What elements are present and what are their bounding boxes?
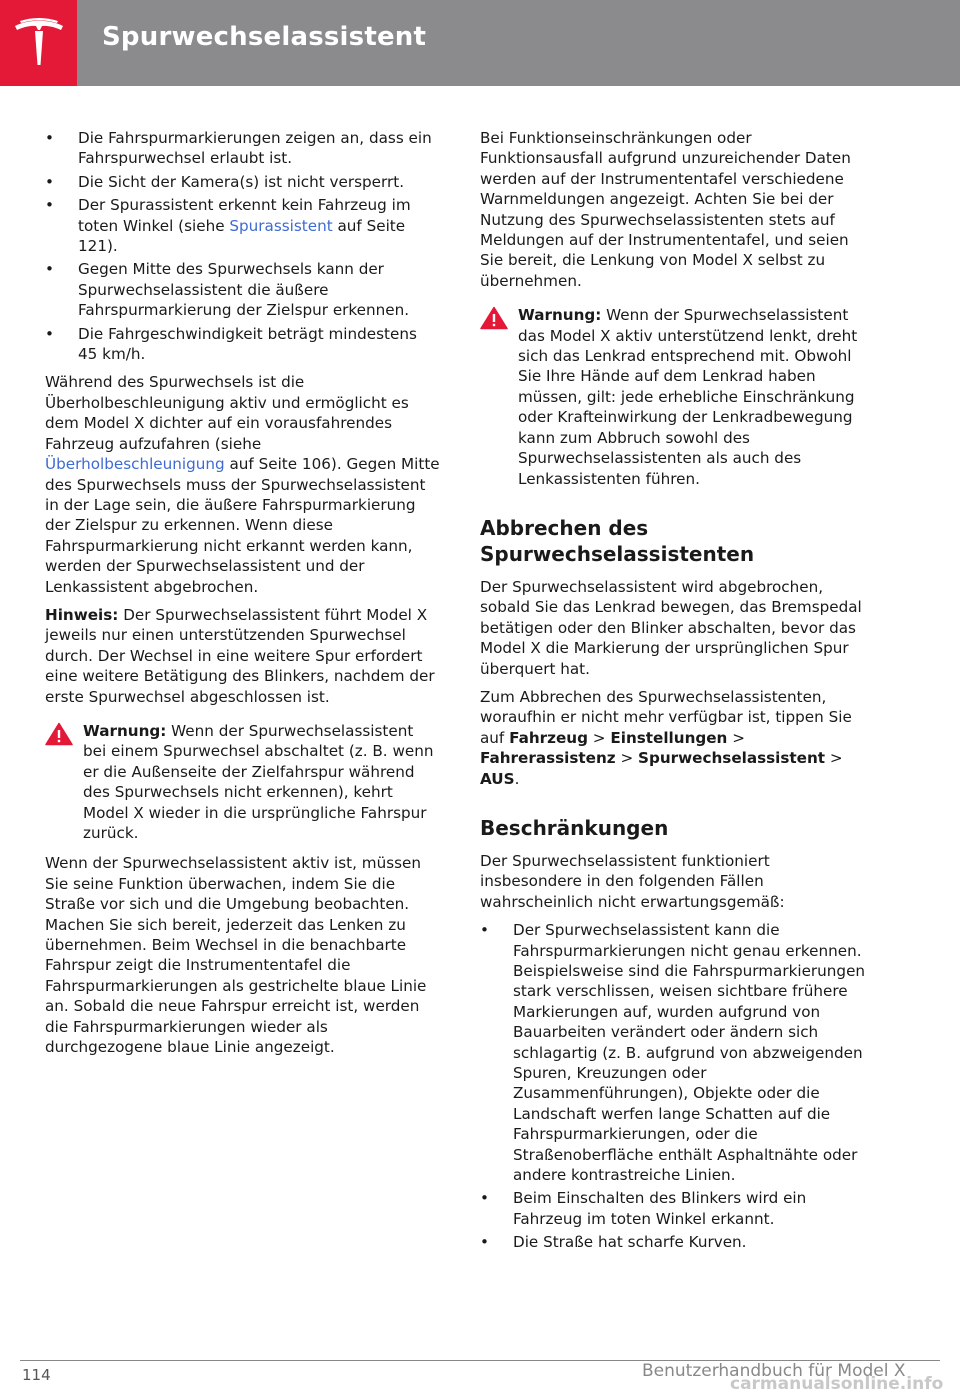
heading-cancel: Abbrechen des Spurwechselassistenten	[480, 515, 755, 566]
paragraph-text: auf Seite 106). Gegen Mitte des Spurwechsels muss der Spurwechselassistent in der Lage sein, die äußere Fahrspurmarkierung der Zielspur zu erkennen. Wenn diese Fahrspurmarkierung nicht erkannt werden kann, werden der Spurwechselassistent und der Lenkassistent abgebrochen.	[45, 455, 440, 596]
warning-icon	[45, 722, 73, 746]
paragraph-text: Während des Spurwechsels ist die Überholbeschleunigung aktiv und ermöglicht es dem Model X dichter auf ein vorausfahrendes Fahrzeug aufzufahren (siehe	[45, 373, 409, 453]
note-text: Der Spurwechselassistent führt Model X jeweils nur einen unterstützenden Spurwechsel durch. Der Wechsel in eine weitere Spur erfordert eine weitere Betätigung des Blinkers, nachdem der erste Spurwechsel abgeschlossen ist.	[45, 605, 435, 706]
left-column	[45, 128, 440, 1065]
warning-icon	[480, 306, 508, 330]
path-spurwechselassistent: Spurwechselassistent	[638, 749, 826, 768]
note-label: Hinweis:	[45, 605, 119, 624]
warning-box	[480, 305, 875, 489]
watermark: carmanualsonline.info	[730, 1374, 944, 1394]
list-item	[45, 195, 440, 256]
path-separator: >	[587, 728, 611, 747]
list-item: • Die Fahrgeschwindigkeit beträgt mindestens 45 km/h.	[45, 324, 440, 365]
link-spurassistent[interactable]: Spurassistent	[229, 216, 333, 235]
paragraph: Der Spurwechselassistent wird abgebrochen, sobald Sie das Lenkrad bewegen, das Bremspedal betätigen oder den Blinker abschalten, bevor das Model X die Markierung der ursprünglichen Spur überquert hat.	[480, 577, 862, 678]
path-fahrzeug: Fahrzeug	[509, 728, 588, 747]
list-item-text: Der Spurassistent erkennt kein Fahrzeug im toten Winkel (siehe	[78, 196, 411, 235]
list-item: • Der Spurwechselassistent kann die Fahrspurmarkierungen nicht genau erkennen. Beispielsweise sind die Fahrspurmarkierungen stark verschlissen, weisen sichtbare frühere Markierungen auf, wurden aufgrund von Bauarbeiten verändert oder ändern sich schlagartig (z. B. aufgrund von abzweigenden Spuren, Kreuzungen oder Zusammenführungen), Objekte oder die Landschaft werfen lange Schatten auf die Fahrspurmarkierungen, oder die Straßenoberfläche enthält Asphaltnähte oder andere kontrastreiche Linien.	[480, 920, 875, 1185]
heading-limitations: Beschränkungen	[480, 815, 669, 840]
page-number: 114	[22, 1366, 51, 1384]
path-separator: >	[615, 749, 639, 768]
tesla-t-icon	[12, 17, 66, 69]
link-ueberholbeschleunigung[interactable]: Überholbeschleunigung	[45, 455, 225, 474]
limitations-list	[480, 920, 875, 1253]
paragraph: Der Spurwechselassistent funktioniert insbesondere in den folgenden Fällen wahrscheinlich nicht erwartungsgemäß:	[480, 851, 785, 911]
warning-text: Wenn der Spurwechselassistent das Model X aktiv unterstützend lenkt, dreht sich das Lenkrad entsprechend mit. Obwohl Sie Ihre Hände auf dem Lenkrad haben müssen, gilt: jede erhebliche Einschränkung oder Krafteinwirkung der Lenkradbewegung kann zum Abbruch sowohl des Spurwechselassistenten als auch des Lenkassistenten führen.	[518, 306, 858, 488]
tesla-logo	[0, 0, 77, 86]
settings-path-paragraph	[480, 687, 875, 789]
path-end: .	[514, 769, 520, 788]
right-column	[480, 128, 875, 1261]
path-aus: AUS	[480, 769, 515, 788]
manual-title: Benutzerhandbuch für Model X	[642, 1361, 906, 1381]
path-einstellungen: Einstellungen	[610, 728, 728, 747]
path-separator: >	[727, 728, 745, 747]
paragraph: Bei Funktionseinschränkungen oder Funktionsausfall aufgrund unzureichender Daten werden auf der Instrumententafel verschiedene Warnmeldungen angezeigt. Achten Sie bei der Nutzung des Spurwechselassistenten stets auf Meldungen auf der Instrumententafel, und seien Sie bereit, die Lenkung von Model X selbst zu übernehmen.	[480, 129, 851, 290]
page-title: Spurwechselassistent	[102, 22, 427, 52]
list-item: • Die Sicht der Kamera(s) ist nicht versperrt.	[45, 172, 440, 192]
warning-text: Wenn der Spurwechselassistent bei einem Spurwechsel abschaltet (z. B. wenn er die Außenseite der Zielfahrspur während des Spurwechsels nicht erkennen), kehrt Model X wieder in die ursprüngliche Fahrspur zurück.	[83, 721, 434, 842]
paragraph-text: Zum Abbrechen des Spurwechselassistenten, woraufhin er nicht mehr verfügbar ist, tippen Sie auf	[480, 687, 852, 747]
list-item: • Gegen Mitte des Spurwechsels kann der Spurwechselassistent die äußere Fahrspurmarkierung der Zielspur erkennen.	[45, 259, 440, 320]
path-fahrerassistenz: Fahrerassistenz	[480, 749, 616, 768]
path-separator: >	[825, 749, 843, 768]
list-item-text: auf Seite 121).	[78, 216, 406, 256]
requirements-list	[45, 128, 440, 364]
paragraph: Wenn der Spurwechselassistent aktiv ist, müssen Sie seine Funktion überwachen, indem Sie die Straße vor sich und die Umgebung beobachten. Machen Sie sich bereit, jederzeit das Lenken zu übernehmen. Beim Wechsel in die benachbarte Fahrspur zeigt die Instrumententafel die Fahrspurmarkierungen als gestrichelte blaue Linie an. Sobald die neue Fahrspur erreicht ist, werden die Fahrspurmarkierungen wieder als durchgezogene blaue Linie angezeigt.	[45, 854, 427, 1057]
list-item: • Die Straße hat scharfe Kurven.	[480, 1232, 875, 1252]
warning-box	[45, 721, 440, 843]
warning-label: Warnung:	[518, 306, 602, 325]
warning-label: Warnung:	[83, 721, 167, 740]
list-item: • Die Fahrspurmarkierungen zeigen an, dass ein Fahrspurwechsel erlaubt ist.	[45, 128, 440, 169]
paragraph	[45, 372, 440, 596]
list-item: • Beim Einschalten des Blinkers wird ein Fahrzeug im toten Winkel erkannt.	[480, 1188, 875, 1229]
note-paragraph	[45, 605, 440, 707]
header-bar	[0, 0, 960, 86]
